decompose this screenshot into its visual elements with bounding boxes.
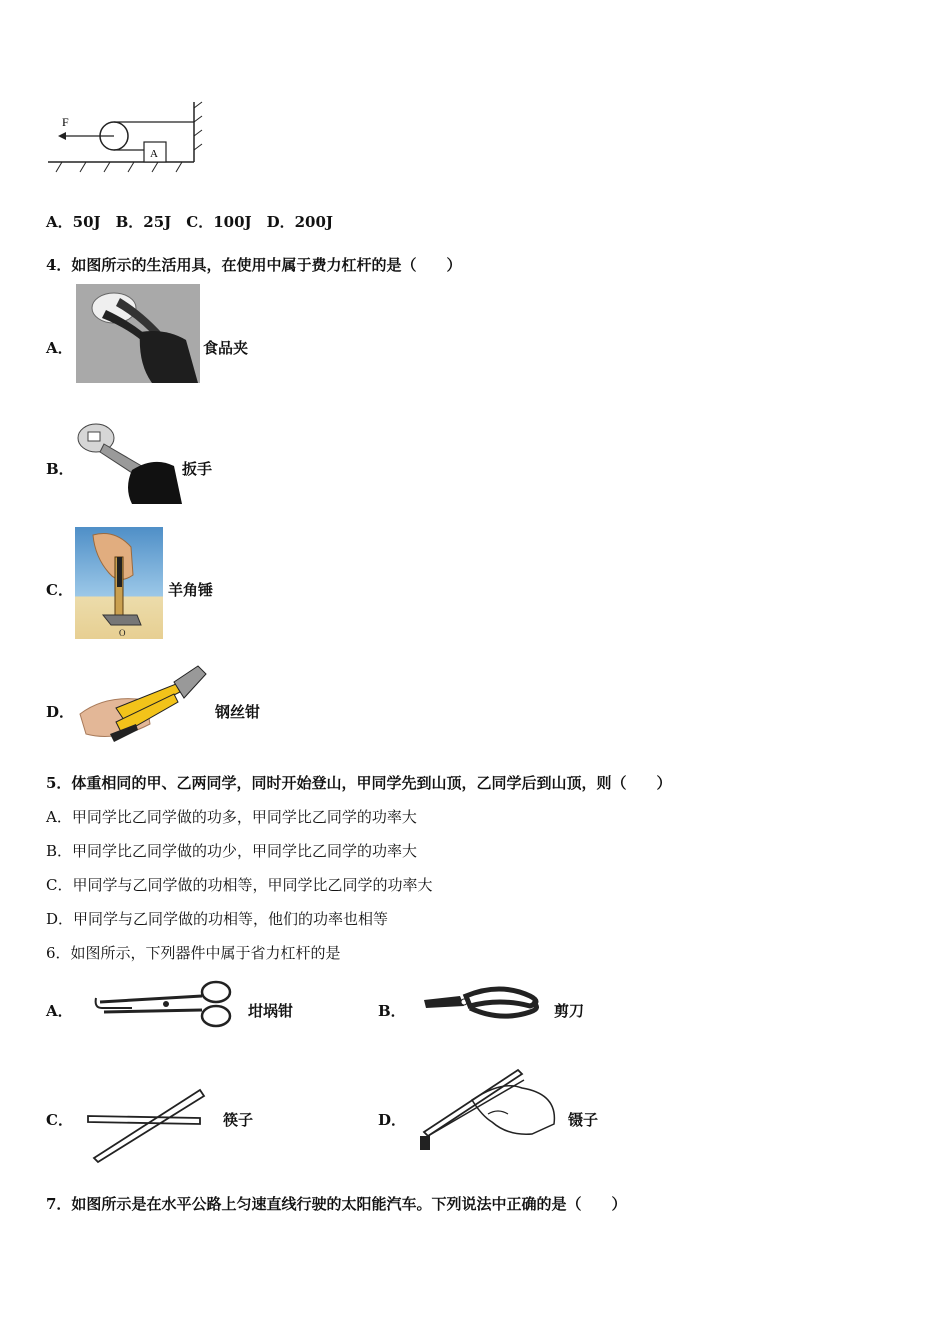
q4-option-c-letter: C． [46,581,73,599]
q6-option-d-letter: D． [378,1111,407,1129]
q6-option-a-label: 坩埚钳 [248,1002,294,1020]
q6-option-d-label: 镊子 [568,1111,599,1129]
q6-option-b-label: 剪刀 [554,1002,585,1020]
chopsticks-image [84,1086,208,1164]
tweezers-image [412,1064,562,1164]
q5-option-b: B．甲同学比乙同学做的功少，甲同学比乙同学的功率大 [46,842,418,860]
claw-hammer-image [75,527,163,639]
q5-option-a: A．甲同学比乙同学做的功多，甲同学比乙同学的功率大 [46,808,417,826]
force-label: F [62,115,69,129]
q4-option-a-label: 食品夹 [203,339,249,357]
q6-option-c-letter: C． [46,1111,73,1129]
q6-option-b-letter: B． [378,1002,406,1020]
q4-option-d-letter: D． [46,703,75,721]
scissors-image [420,982,546,1026]
block-label: A [150,148,158,160]
q6-option-c-label: 筷子 [223,1111,254,1129]
q4-option-b-label: 扳手 [182,460,213,478]
wrench-image [74,418,182,504]
q5-stem: 5．体重相同的甲、乙两同学，同时开始登山，甲同学先到山顶，乙同学后到山顶，则（ ） [46,774,672,792]
pliers-image [76,664,208,746]
q6-stem: 6．如图所示，下列器件中属于省力杠杆的是 [46,944,341,962]
q4-option-a-letter: A． [46,339,73,357]
pulley-diagram [44,100,214,178]
q4-option-d-label: 钢丝钳 [215,703,261,721]
q5-option-d: D．甲同学与乙同学做的功相等，他们的功率也相等 [46,910,389,928]
q3-options: A．50J B．25J C．100J D．200J [46,213,334,231]
food-tongs-image [76,284,200,383]
pivot-label: O [119,628,126,638]
q7-stem: 7．如图所示是在水平公路上匀速直线行驶的太阳能汽车。下列说法中正确的是（ ） [46,1195,627,1213]
q4-option-c-label: 羊角锤 [168,581,214,599]
crucible-tongs-image [92,978,238,1030]
q4-option-b-letter: B． [46,460,74,478]
q5-option-c: C．甲同学与乙同学做的功相等，甲同学比乙同学的功率大 [46,876,433,894]
q6-option-a-letter: A． [46,1002,73,1020]
q4-stem: 4．如图所示的生活用具，在使用中属于费力杠杆的是（ ） [46,256,462,274]
